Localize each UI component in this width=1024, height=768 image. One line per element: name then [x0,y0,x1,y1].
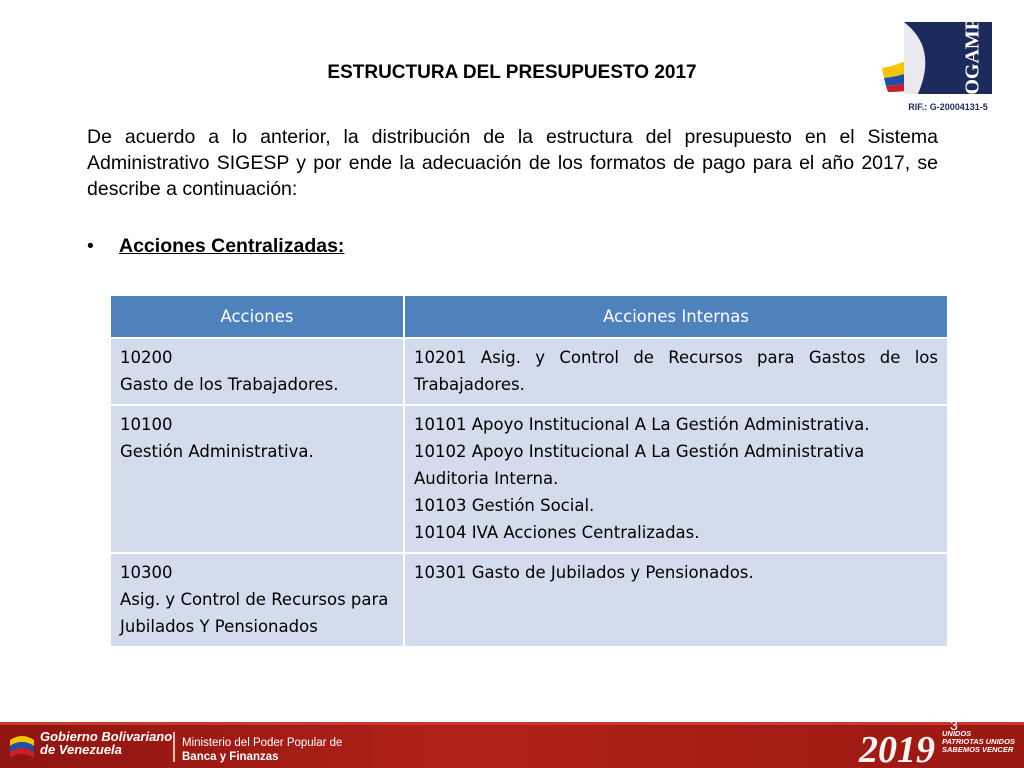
internas-cell [404,338,948,405]
page-number: 3 [950,717,958,733]
page-title: ESTRUCTURA DEL PRESUPUESTO 2017 [327,62,697,83]
accion-code: 10100 [120,415,173,434]
internas-cell [404,405,948,553]
slogan [942,730,1015,754]
accion-cell [110,553,404,647]
accion-cell [110,338,404,405]
table-header-row [110,295,948,338]
government-line-2: de Venezuela [40,742,122,757]
slogan-line-1: UNIDOS [942,729,972,738]
logo-name: SOGAMPI [961,18,984,106]
accion-interna: 10201 Asig. y Control de Recursos para Gastos de los Trabajadores. [414,348,938,394]
table-row [110,405,948,553]
year-logo [857,722,941,768]
intro-paragraph: De acuerdo a lo anterior, la distribución de la estructura del presupuesto en el Sistema Administrativo SIGESP y por ende la adecuación de los formatos de pago para el año 2017, se describe a continuación: [87,126,938,200]
accion-interna: 10102 Apoyo Institucional A La Gestión Administrativa Auditoria Interna. [414,442,865,488]
government-line-1: Gobierno Bolivariano [40,729,173,744]
ministry-label [182,736,342,764]
slogan-line-2: PATRIOTAS UNIDOS [942,737,1015,746]
ministry-line-1: Ministerio del Poder Popular de [182,737,343,749]
accion-cell [110,405,404,553]
bullet-symbol: • [87,235,94,257]
internas-cell [404,553,948,647]
budget-table [109,294,949,648]
table-row [110,553,948,647]
footer-divider [173,732,175,762]
bullet-heading: Acciones Centralizadas: [119,235,345,257]
government-label [40,730,172,756]
ministry-line-2: Banca y Finanzas [182,751,279,763]
accion-name: Asig. y Control de Recursos para Jubilados Y Pensionados [120,590,389,636]
accion-code: 10300 [120,563,173,582]
header-acciones-internas: Acciones Internas [404,295,948,338]
accion-interna: 10104 IVA Acciones Centralizadas. [414,523,700,542]
accion-name: Gestión Administrativa. [120,442,314,461]
accion-interna: 10101 Apoyo Institucional A La Gestión Administrativa. [414,415,870,434]
table-row [110,338,948,405]
venezuela-flag-icon [8,730,36,760]
slogan-line-3: SABEMOS VENCER [942,745,1014,754]
header-acciones: Acciones [110,295,404,338]
accion-code: 10200 [120,348,173,367]
accion-interna: 10301 Gasto de Jubilados y Pensionados. [414,563,754,582]
year-text: 2019 [859,729,935,768]
accion-interna: 10103 Gestión Social. [414,496,595,515]
accion-name: Gasto de los Trabajadores. [120,375,339,394]
logo-rif: RIF.: G-20004131-5 [908,102,988,112]
